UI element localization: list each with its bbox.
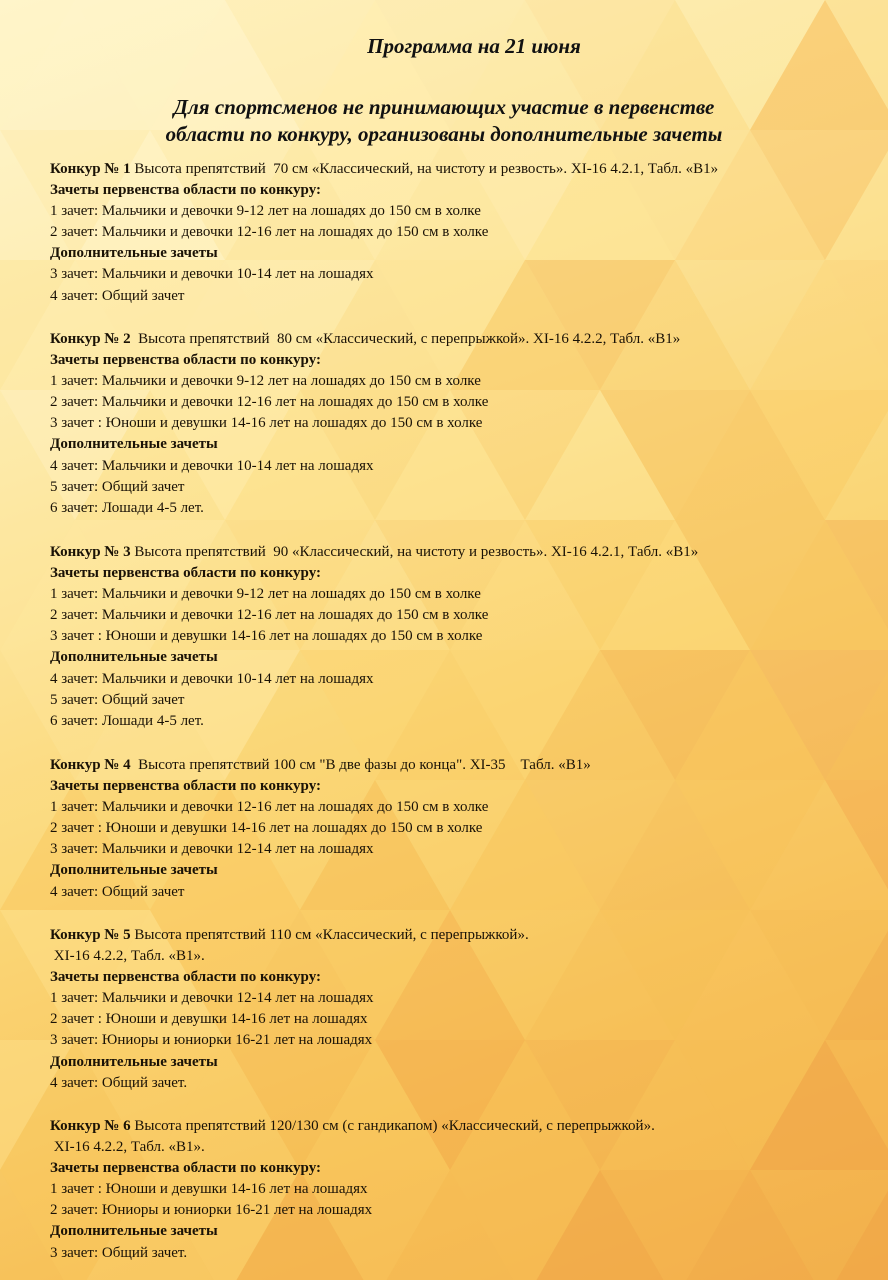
- section-label: Конкур № 5: [50, 927, 131, 943]
- standing-item: 4 зачет: Мальчики и девочки 10-14 лет на лошадях: [50, 670, 374, 687]
- standing-item: 6 зачет: Лошади 4-5 лет.: [50, 499, 204, 516]
- championship-heading: Зачеты первенства области по конкуру:: [50, 969, 321, 986]
- subtitle-line-1: Для спортсменов не принимающих участие в первенстве: [173, 95, 715, 119]
- standing-item: 3 зачет: Мальчики и девочки 10-14 лет на лошадях: [50, 266, 374, 283]
- competition-section-5: [50, 925, 886, 1094]
- section-description: Высота препятствий 70 см «Классический, на чистоту и резвость». XI-16 4.2.1, Табл. «В1»: [130, 161, 719, 177]
- additional-heading: Дополнительные зачеты: [50, 245, 218, 262]
- standing-item: 1 зачет: Мальчики и девочки 12-14 лет на лошадях: [50, 990, 374, 1007]
- standing-item: 4 зачет: Мальчики и девочки 10-14 лет на лошадях: [50, 457, 374, 474]
- section-header: [50, 542, 886, 563]
- competition-section-6: [50, 1116, 886, 1264]
- standing-item: 5 зачет: Общий зачет: [50, 478, 185, 495]
- section-label: Конкур № 1: [50, 161, 131, 177]
- section-label: Конкур № 6: [50, 1118, 131, 1134]
- standing-item: 6 зачет: Лошади 4-5 лет.: [50, 712, 204, 729]
- additional-heading: Дополнительные зачеты: [50, 1223, 218, 1240]
- standing-item: 2 зачет : Юноши и девушки 14-16 лет на лошадях: [50, 1011, 368, 1028]
- standing-item: 1 зачет: Мальчики и девочки 12-16 лет на лошадях до 150 см в холке: [50, 799, 489, 816]
- additional-heading: Дополнительные зачеты: [50, 862, 218, 879]
- standing-item: 1 зачет : Юноши и девушки 14-16 лет на лошадях: [50, 1181, 368, 1198]
- section-label: Конкур № 3: [50, 544, 131, 560]
- competition-section-2: [50, 329, 886, 519]
- standing-item: 2 зачет: Мальчики и девочки 12-16 лет на лошадях до 150 см в холке: [50, 224, 489, 241]
- section-description: Высота препятствий 100 см "В две фазы до конца". XI-35 Табл. «В1»: [130, 757, 591, 773]
- subtitle-line-2: области по конкуру, организованы дополнительные зачеты: [165, 122, 723, 146]
- section-header: [50, 755, 886, 776]
- competition-section-1: [50, 159, 886, 307]
- standing-item: 2 зачет: Мальчики и девочки 12-16 лет на лошадях до 150 см в холке: [50, 394, 489, 411]
- section-description-line-2: XI-16 4.2.2, Табл. «В1».: [50, 948, 205, 965]
- standing-item: 3 зачет: Юниоры и юниорки 16-21 лет на лошадях: [50, 1032, 373, 1049]
- standing-item: 2 зачет: Юниоры и юниорки 16-21 лет на лошадях: [50, 1202, 373, 1219]
- section-header: [50, 925, 886, 946]
- championship-heading: Зачеты первенства области по конкуру:: [50, 565, 321, 582]
- standing-item: 1 зачет: Мальчики и девочки 9-12 лет на лошадях до 150 см в холке: [50, 586, 481, 603]
- competition-section-3: [50, 542, 886, 732]
- standing-item: 2 зачет : Юноши и девушки 14-16 лет на лошадях до 150 см в холке: [50, 820, 483, 837]
- standing-item: 3 зачет: Мальчики и девочки 12-14 лет на лошадях: [50, 841, 374, 858]
- section-description: Высота препятствий 110 см «Классический, с перепрыжкой».: [130, 927, 529, 943]
- standing-item: 4 зачет: Общий зачет.: [50, 1074, 188, 1091]
- standing-item: 2 зачет: Мальчики и девочки 12-16 лет на лошадях до 150 см в холке: [50, 607, 489, 624]
- program-title: Программа на 21 июня: [367, 34, 581, 58]
- standing-item: 3 зачет : Юноши и девушки 14-16 лет на лошадях до 150 см в холке: [50, 628, 483, 645]
- competition-section-4: [50, 755, 886, 903]
- standing-item: 4 зачет: Общий зачет: [50, 287, 185, 304]
- additional-heading: Дополнительные зачеты: [50, 649, 218, 666]
- section-description: Высота препятствий 80 см «Классический, с перепрыжкой». XI-16 4.2.2, Табл. «В1»: [130, 331, 681, 347]
- section-description-line-2: XI-16 4.2.2, Табл. «В1».: [50, 1139, 205, 1156]
- championship-heading: Зачеты первенства области по конкуру:: [50, 1160, 321, 1177]
- section-header: [50, 329, 886, 350]
- section-header: [50, 1116, 886, 1137]
- championship-heading: Зачеты первенства области по конкуру:: [50, 352, 321, 369]
- championship-heading: Зачеты первенства области по конкуру:: [50, 182, 321, 199]
- standing-item: 1 зачет: Мальчики и девочки 9-12 лет на лошадях до 150 см в холке: [50, 203, 481, 220]
- section-description: Высота препятствий 90 «Классический, на чистоту и резвость». XI-16 4.2.1, Табл. «В1»: [130, 544, 699, 560]
- standing-item: 3 зачет: Общий зачет.: [50, 1244, 188, 1261]
- championship-heading: Зачеты первенства области по конкуру:: [50, 778, 321, 795]
- section-label: Конкур № 2: [50, 331, 131, 347]
- additional-heading: Дополнительные зачеты: [50, 436, 218, 453]
- additional-heading: Дополнительные зачеты: [50, 1053, 218, 1070]
- section-description: Высота препятствий 120/130 см (с гандикапом) «Классический, с перепрыжкой».: [130, 1118, 655, 1134]
- standing-item: 5 зачет: Общий зачет: [50, 691, 185, 708]
- section-header: [50, 159, 886, 180]
- standing-item: 3 зачет : Юноши и девушки 14-16 лет на лошадях до 150 см в холке: [50, 415, 483, 432]
- standing-item: 1 зачет: Мальчики и девочки 9-12 лет на лошадях до 150 см в холке: [50, 373, 481, 390]
- standing-item: 4 зачет: Общий зачет: [50, 883, 185, 900]
- section-label: Конкур № 4: [50, 757, 131, 773]
